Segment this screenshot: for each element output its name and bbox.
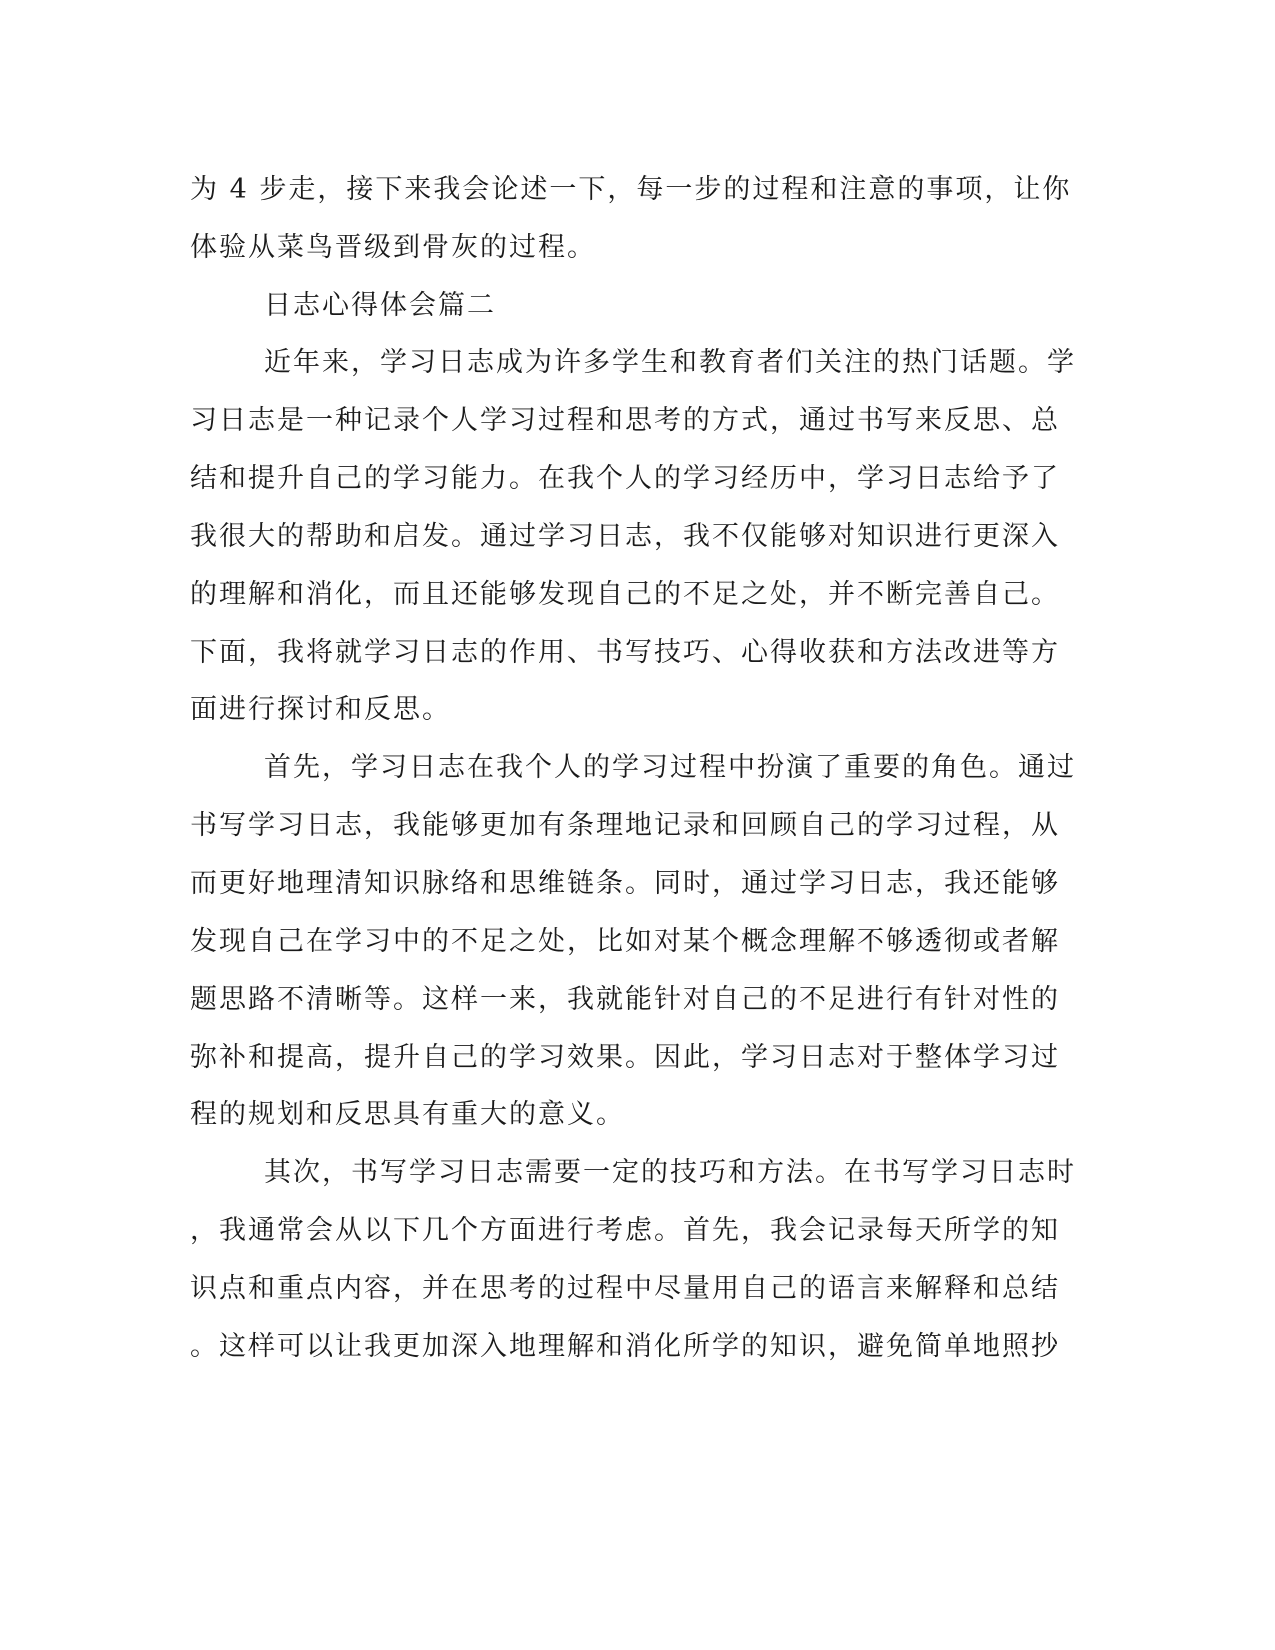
text-line: 面进行探讨和反思。 [190, 694, 451, 725]
text-line: 题思路不清晰等。这样一来，我就能针对自己的不足进行有针对性的 [190, 984, 1060, 1015]
text-line: ，我通常会从以下几个方面进行考虑。首先，我会记录每天所学的知 [190, 1215, 1060, 1246]
text-line: 下面，我将就学习日志的作用、书写技巧、心得收获和方法改进等方 [190, 637, 1060, 668]
text-line: 首先，学习日志在我个人的学习过程中扮演了重要的角色。通过 [264, 752, 1076, 783]
section-heading: 日志心得体会篇二 [264, 290, 496, 321]
text-line: 发现自己在学习中的不足之处，比如对某个概念理解不够透彻或者解 [190, 926, 1060, 957]
text-line: 而更好地理清知识脉络和思维链条。同时，通过学习日志，我还能够 [190, 868, 1060, 899]
text-line: 为 4 步走，接下来我会论述一下，每一步的过程和注意的事项，让你 [190, 174, 1072, 205]
text-line: 。这样可以让我更加深入地理解和消化所学的知识，避免简单地照抄 [190, 1331, 1060, 1362]
text-line: 程的规划和反思具有重大的意义。 [190, 1099, 625, 1130]
text-line: 习日志是一种记录个人学习过程和思考的方式，通过书写来反思、总 [190, 405, 1060, 436]
text-line: 近年来，学习日志成为许多学生和教育者们关注的热门话题。学 [264, 347, 1076, 378]
text-line: 弥补和提高，提升自己的学习效果。因此，学习日志对于整体学习过 [190, 1042, 1060, 1073]
text-line: 识点和重点内容，并在思考的过程中尽量用自己的语言来解释和总结 [190, 1273, 1060, 1304]
text-line: 的理解和消化，而且还能够发现自己的不足之处，并不断完善自己。 [190, 579, 1060, 610]
text-line: 体验从菜鸟晋级到骨灰的过程。 [190, 232, 596, 263]
text-line: 其次，书写学习日志需要一定的技巧和方法。在书写学习日志时 [264, 1157, 1076, 1188]
text-line: 结和提升自己的学习能力。在我个人的学习经历中，学习日志给予了 [190, 463, 1060, 494]
text-line: 书写学习日志，我能够更加有条理地记录和回顾自己的学习过程，从 [190, 810, 1060, 841]
text-line: 我很大的帮助和启发。通过学习日志，我不仅能够对知识进行更深入 [190, 521, 1060, 552]
